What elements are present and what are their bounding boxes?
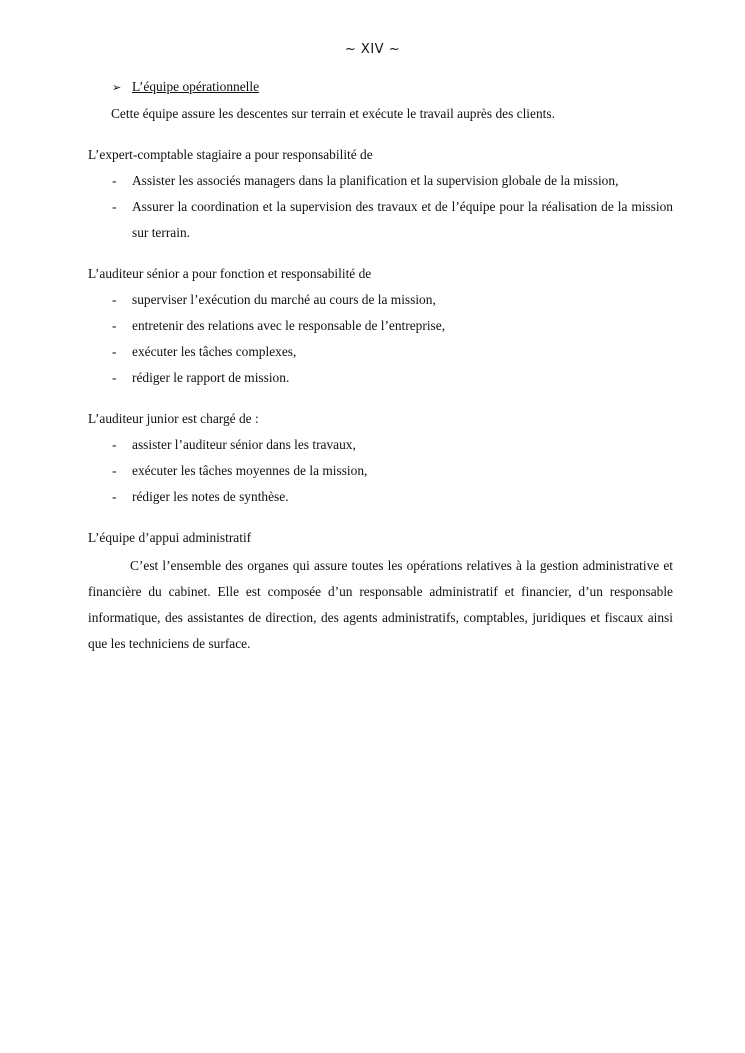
list-item — [88, 432, 673, 458]
document-body — [88, 74, 673, 657]
dash-bullet: - — [112, 318, 117, 333]
list-item-text: exécuter les tâches complexes, — [132, 344, 297, 359]
page-number: ~ XIV ~ — [344, 42, 401, 57]
list-item — [88, 168, 673, 194]
dash-bullet: - — [112, 370, 117, 385]
dash-bullet: - — [112, 463, 117, 478]
appui-administratif-title: L’équipe d’appui administratif — [88, 530, 252, 545]
expert-comptable-title: L’expert-comptable stagiaire a pour responsabilité de — [88, 147, 373, 162]
list-item-text: exécuter les tâches moyennes de la mission, — [132, 463, 368, 478]
list-item-text: rédiger le rapport de mission. — [132, 370, 290, 385]
auditeur-senior-list — [88, 287, 673, 391]
list-item — [88, 287, 673, 313]
list-item — [88, 484, 673, 510]
list-item — [88, 458, 673, 484]
list-item-text: Assurer la coordination et la supervision des travaux et de l’équipe pour la réalisation de la mission sur terrain. — [132, 199, 673, 240]
dash-bullet: - — [112, 489, 117, 504]
operational-team-description: Cette équipe assure les descentes sur terrain et exécute le travail auprès des clients. — [111, 106, 555, 121]
arrow-bullet-icon: ➢ — [112, 81, 122, 94]
list-item — [88, 313, 673, 339]
list-item-text: Assister les associés managers dans la planification et la supervision globale de la mission, — [132, 173, 619, 188]
list-item-text: rédiger les notes de synthèse. — [132, 489, 289, 504]
auditeur-junior-list — [88, 432, 673, 510]
list-item-text: superviser l’exécution du marché au cours de la mission, — [132, 292, 436, 307]
dash-bullet: - — [112, 292, 117, 307]
section-heading: L’équipe opérationnelle — [132, 79, 260, 94]
list-item — [88, 365, 673, 391]
appui-administratif-paragraph: C’est l’ensemble des organes qui assure toutes les opérations relatives à la gestion administrative et financière du cabinet. Elle est composée d’un responsable administratif et financier, d’un responsable informatique, des assistantes de direction, des agents administratifs, comptables, juridiques et fiscaux ainsi que les techniciens de surface. — [88, 558, 673, 651]
dash-bullet: - — [112, 344, 117, 359]
dash-bullet: - — [112, 199, 117, 214]
list-item-text: assister l’auditeur sénior dans les travaux, — [132, 437, 356, 452]
list-item — [88, 194, 673, 246]
operational-team-heading — [112, 74, 673, 101]
dash-bullet: - — [112, 437, 117, 452]
list-item — [88, 339, 673, 365]
list-item-text: entretenir des relations avec le responsable de l’entreprise, — [132, 318, 446, 333]
auditeur-senior-title: L’auditeur sénior a pour fonction et responsabilité de — [88, 266, 372, 281]
auditeur-junior-title: L’auditeur junior est chargé de : — [88, 411, 259, 426]
dash-bullet: - — [112, 173, 117, 188]
expert-comptable-list — [88, 168, 673, 246]
